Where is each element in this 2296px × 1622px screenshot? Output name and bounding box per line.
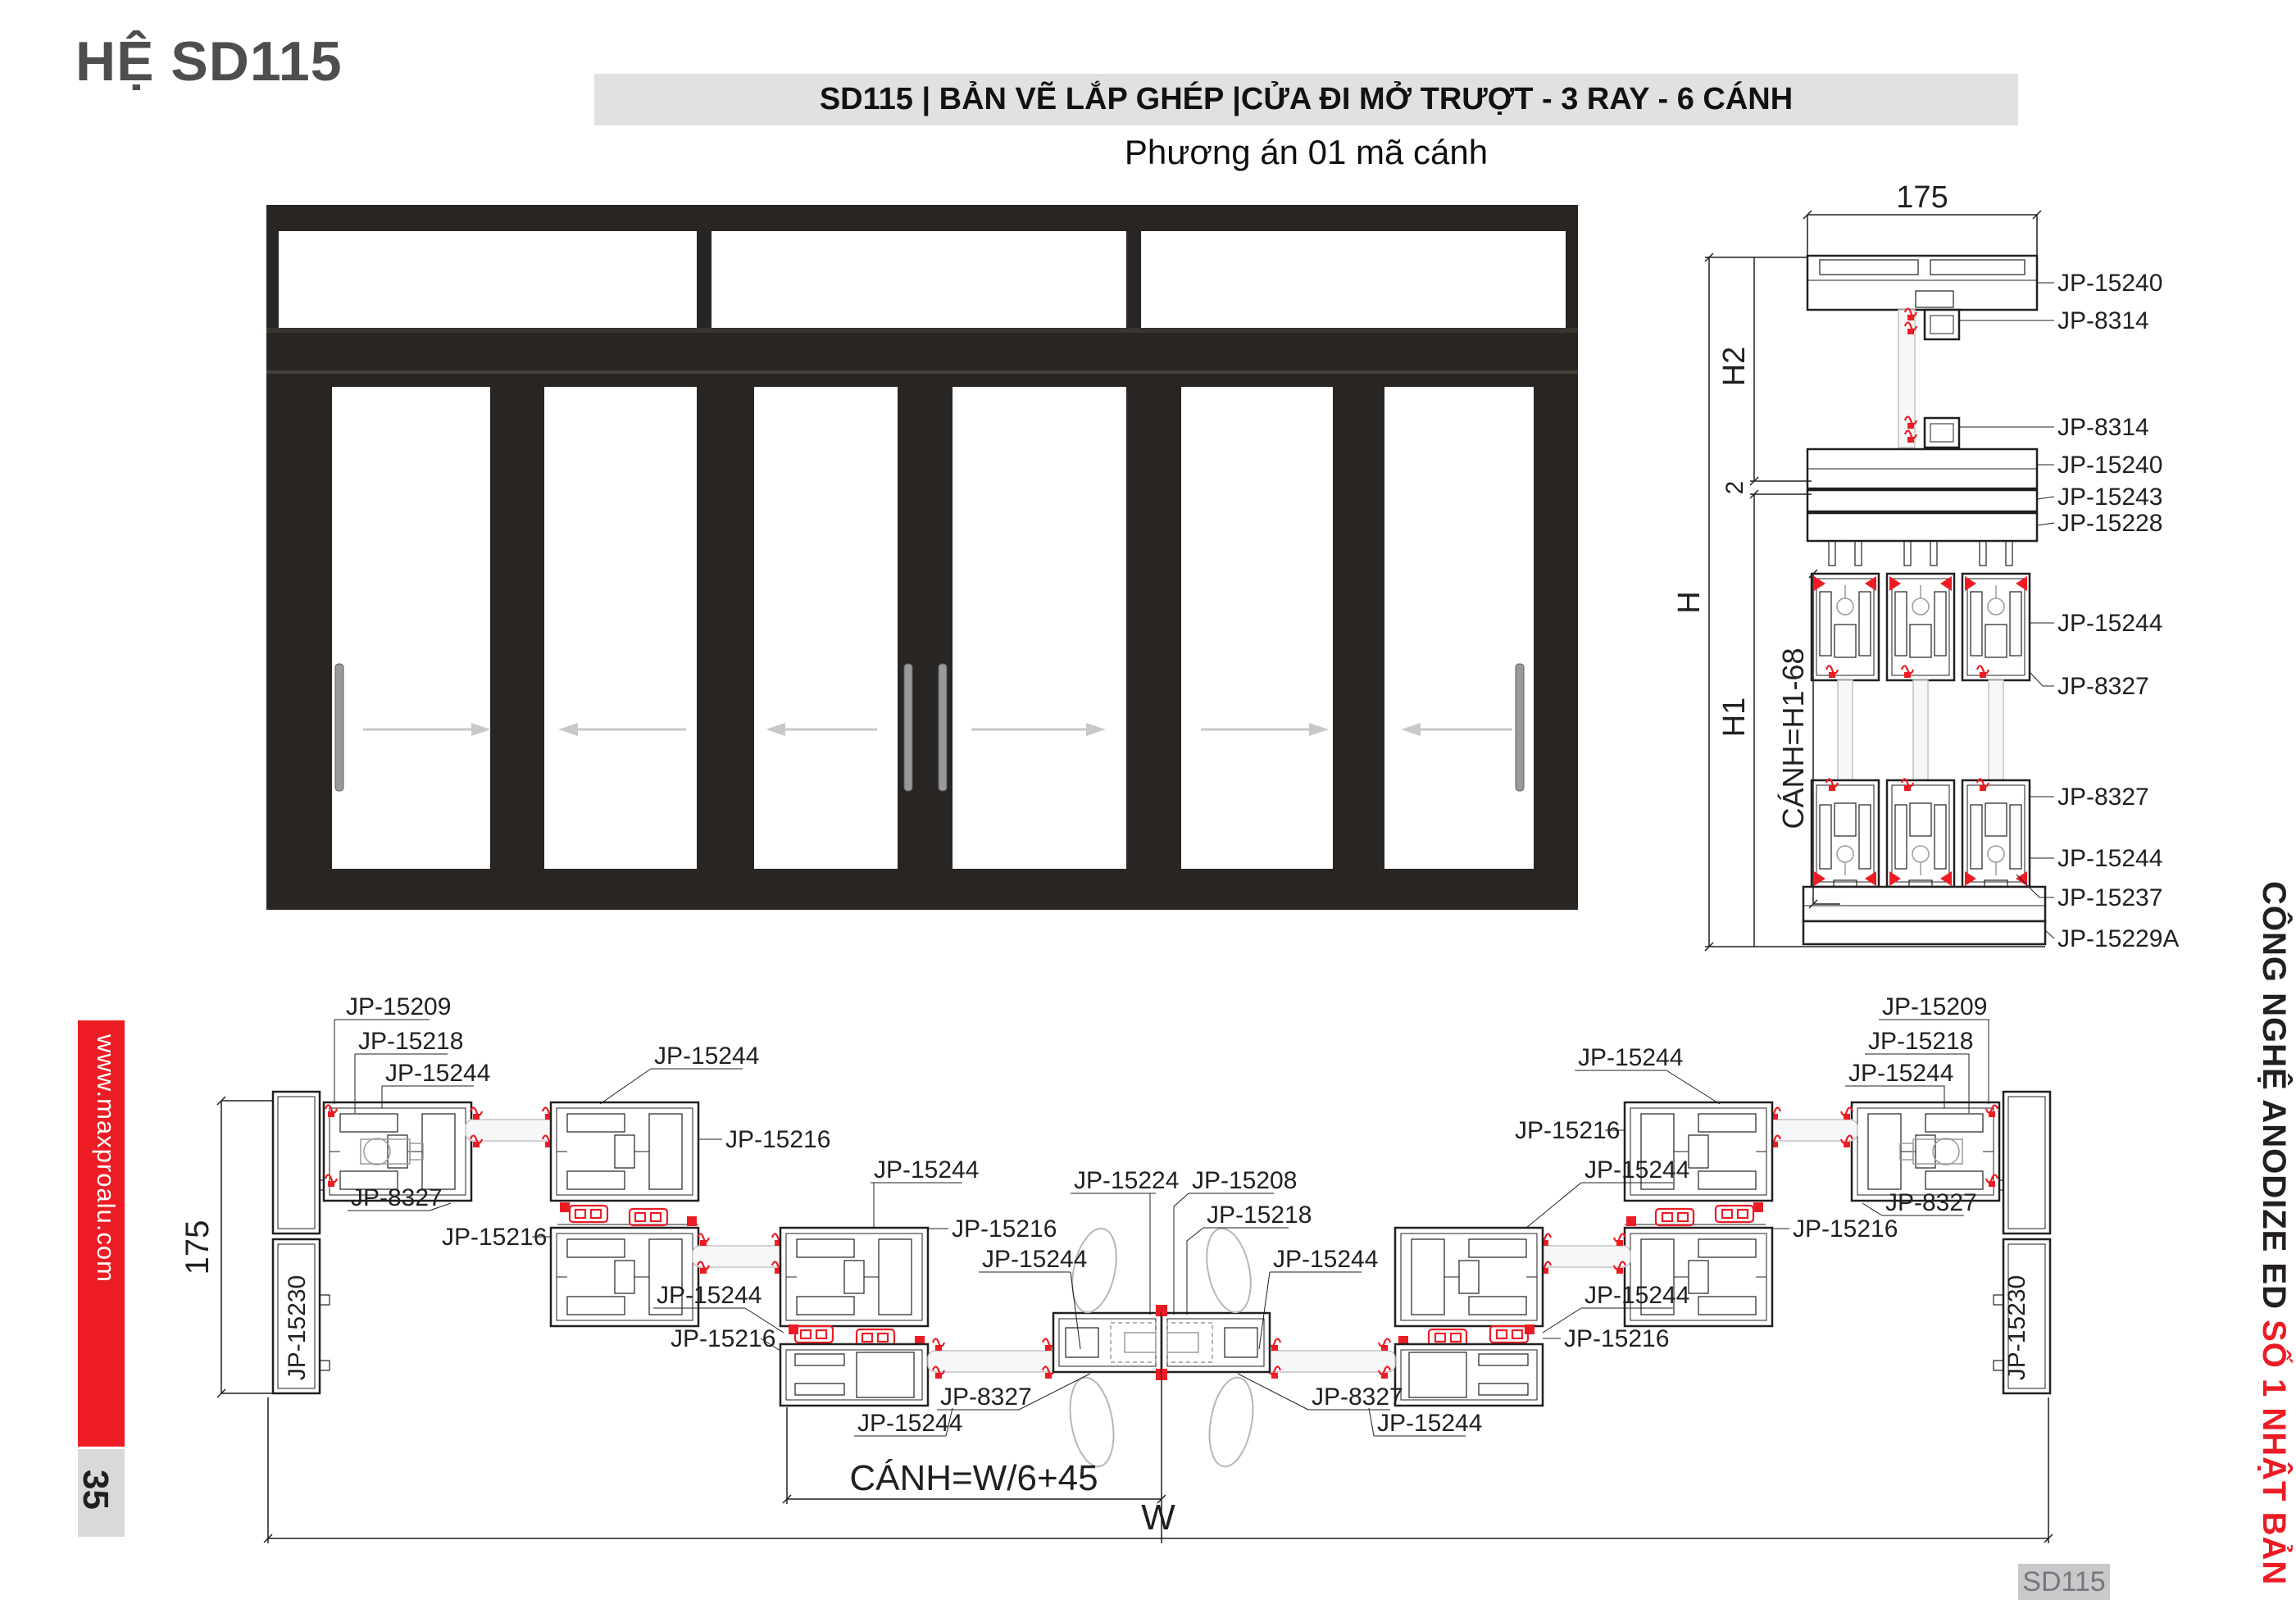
part-label-jp15237: JP-15237 — [2057, 884, 2163, 911]
dim-label-sash-height: CÁNH=H1-68 — [1776, 647, 1810, 829]
part-label-jp8327: JP-8327 — [1312, 1383, 1403, 1411]
door-panel-glass — [332, 387, 490, 869]
part-label-jp15218: JP-15218 — [358, 1028, 464, 1055]
part-label-jp15244: JP-15244 — [874, 1156, 980, 1184]
drawing-subtitle: Phương án 01 mã cánh — [1124, 133, 1489, 171]
dim-label-W: W — [1141, 1497, 1175, 1538]
bottom-sash-sections — [1812, 779, 2030, 888]
vertical-section-drawing — [1672, 160, 2295, 979]
dim-label-H: H — [1672, 591, 1707, 614]
part-label-jp15244: JP-15244 — [1584, 1156, 1690, 1184]
part-label-jp15244: JP-15244 — [1273, 1246, 1379, 1273]
dim-sash-width — [783, 1407, 1166, 1504]
part-label-jp8314: JP-8314 — [2057, 414, 2149, 441]
door-panel-glass — [544, 387, 697, 869]
door-panel-glass — [952, 387, 1126, 869]
part-label-jp15216: JP-15216 — [442, 1224, 548, 1251]
transom-pane — [1141, 231, 1566, 328]
part-label-jp15244: JP-15244 — [385, 1060, 491, 1087]
transom-panes — [279, 231, 1566, 328]
technology-note-black: CÔNG NGHỆ ANODIZE ED — [2256, 881, 2292, 1320]
website-link[interactable]: www.maxproalu.com — [92, 1034, 120, 1283]
dim-label-175: 175 — [180, 1220, 216, 1275]
part-label-jp8327: JP-8327 — [2057, 784, 2149, 811]
part-label-jp15209: JP-15209 — [1882, 993, 1988, 1020]
part-label-jp15229a: JP-15229A — [2057, 925, 2180, 952]
technology-note-red: SỐ 1 NHẬT BẢN — [2256, 1320, 2292, 1586]
dim-label-H2: H2 — [1717, 346, 1752, 387]
part-label-jp15216: JP-15216 — [1515, 1117, 1621, 1144]
panel-handle — [335, 664, 343, 791]
part-label-jp15243: JP-15243 — [2057, 484, 2163, 511]
panel-handle — [1516, 664, 1524, 791]
elevation-drawing — [266, 205, 1578, 910]
page-title: HỆ SD115 — [75, 30, 343, 93]
part-label-jp8314: JP-8314 — [2057, 307, 2149, 334]
panel-handle — [904, 664, 912, 791]
technology-note — [2255, 881, 2292, 1585]
part-label-jp8327: JP-8327 — [2057, 673, 2149, 700]
part-label-jp15244: JP-15244 — [1377, 1410, 1483, 1437]
transom-pane — [279, 231, 697, 328]
track-header-profiles — [1807, 449, 2037, 566]
part-label-jp15244: JP-15244 — [857, 1410, 963, 1437]
panel-handle — [939, 664, 947, 791]
part-label-jp8327: JP-8327 — [1885, 1189, 1977, 1216]
part-label-jp15230: JP-15230 — [284, 1274, 311, 1381]
part-label-jp15244: JP-15244 — [1584, 1282, 1690, 1309]
dim-frame-depth-bottom — [180, 1097, 273, 1397]
header-bar — [594, 74, 2018, 125]
footer-system-badge: SD115 — [2018, 1564, 2110, 1600]
part-label-jp15240: JP-15240 — [2057, 452, 2163, 479]
part-label-jp8327: JP-8327 — [940, 1383, 1032, 1411]
transom-pane — [712, 231, 1126, 328]
dim-label-H1: H1 — [1717, 697, 1752, 738]
part-label-jp15216: JP-15216 — [1564, 1325, 1670, 1352]
part-label-jp15209: JP-15209 — [346, 993, 452, 1020]
header-bar-emphasis: CỬA ĐI MỞ TRƯỢT - 3 RAY - 6 CÁNH — [1240, 82, 1794, 116]
part-label-jp15244: JP-15244 — [2057, 610, 2163, 637]
header-bar-prefix: SD115 | BẢN VẼ LẮP GHÉP | — [819, 82, 1241, 116]
transom-head-profile — [1807, 256, 2037, 310]
sill-profile — [1803, 880, 2045, 944]
dim-frame-depth-top — [1803, 180, 2041, 256]
part-label-jp15230: JP-15230 — [2003, 1274, 2030, 1381]
door-panel-glass — [1181, 387, 1333, 869]
part-label-jp8327: JP-8327 — [351, 1184, 443, 1211]
part-label-jp15218: JP-15218 — [1868, 1028, 1974, 1055]
part-label-jp15216: JP-15216 — [725, 1126, 831, 1153]
part-label-jp15244: JP-15244 — [982, 1246, 1088, 1273]
part-label-jp15216: JP-15216 — [952, 1215, 1057, 1243]
horizontal-section-drawing — [123, 975, 2200, 1615]
page-number: 35 — [75, 1470, 116, 1510]
part-label-jp15216: JP-15216 — [1793, 1215, 1898, 1243]
dim-label-2: 2 — [1721, 480, 1748, 495]
part-label-jp15244: JP-15244 — [657, 1282, 762, 1309]
top-sash-sections — [1812, 574, 2030, 680]
dim-width-total — [264, 1374, 2053, 1543]
dim-label-sash-width: CÁNH=W/6+45 — [849, 1458, 1098, 1498]
part-label-jp15240: JP-15240 — [2057, 270, 2163, 297]
door-panel-glass — [754, 387, 898, 869]
part-label-jp15244: JP-15244 — [2057, 845, 2163, 872]
part-label-jp15218: JP-15218 — [1207, 1202, 1312, 1229]
part-label-jp15228: JP-15228 — [2057, 510, 2163, 537]
part-label-jp15224: JP-15224 — [1074, 1167, 1180, 1194]
door-panel-glass — [1384, 387, 1534, 869]
part-label-jp15208: JP-15208 — [1192, 1167, 1298, 1194]
part-label-jp15244: JP-15244 — [1848, 1060, 1954, 1087]
dim-label-175: 175 — [1896, 180, 1948, 215]
part-label-jp15216: JP-15216 — [671, 1325, 776, 1352]
part-label-jp15244: JP-15244 — [654, 1043, 760, 1070]
part-label-jp15244: JP-15244 — [1578, 1044, 1684, 1071]
sash-glass-strips — [1838, 680, 2003, 780]
